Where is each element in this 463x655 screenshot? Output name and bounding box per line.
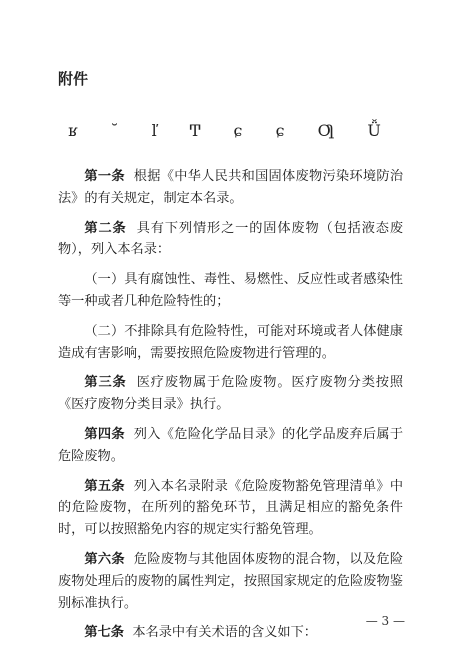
clause-text: （二）不排除具有危险特性，可能对环境或者人体健康造成有害影响，需要按照危险废物进行管理的。	[58, 323, 403, 361]
article-paragraph	[58, 476, 403, 541]
article-number: 第一条	[84, 169, 125, 184]
article-number: 第七条	[84, 625, 124, 641]
article-paragraph	[58, 166, 403, 210]
clause-paragraph	[58, 269, 403, 313]
attachment-label: 附件	[58, 70, 89, 88]
article-paragraph	[58, 549, 403, 614]
document-title: ʁ ˘ ľ Ͳ ɕ ɕ Ƣ Ǚ	[68, 121, 395, 140]
article-text: 危险废物与其他固体废物的混合物，以及危险废物处理后的废物的属性判定，按照国家规定的危险废物鉴别标准执行。	[58, 551, 404, 611]
article-number: 第六条	[84, 551, 125, 567]
article-paragraph	[58, 424, 403, 468]
article-text: 根据《中华人民共和国固体废物污染环境防治法》的有关规定，制定本名录。	[58, 169, 404, 206]
article-text: 本名录中有关术语的含义如下：	[132, 625, 317, 641]
page-number: — 3 —	[365, 614, 405, 628]
article-paragraph	[58, 218, 403, 262]
document-body	[58, 166, 403, 652]
article-paragraph	[58, 372, 403, 416]
clause-paragraph	[58, 321, 403, 365]
article-text: 列入《危险化学品目录》的化学品废弃后属于危险废物。	[58, 426, 404, 464]
article-number: 第三条	[84, 375, 127, 391]
article-number: 第五条	[84, 478, 125, 494]
article-text: 具有下列情形之一的固体废物（包括液态废物），列入本名录：	[58, 220, 404, 258]
article-number: 第二条	[84, 220, 127, 236]
article-paragraph	[58, 622, 403, 644]
article-text: 列入本名录附录《危险废物豁免管理清单》中的危险废物，在所列的豁免环节，且满足相应的豁免条件时，可以按照豁免内容的规定实行豁免管理。	[58, 478, 404, 538]
article-text: 医疗废物属于危险废物。医疗废物分类按照《医疗废物分类目录》执行。	[58, 375, 404, 413]
clause-text: （一）具有腐蚀性、毒性、易燃性、反应性或者感染性等一种或者几种危险特性的；	[58, 272, 403, 309]
article-number: 第四条	[84, 426, 125, 442]
